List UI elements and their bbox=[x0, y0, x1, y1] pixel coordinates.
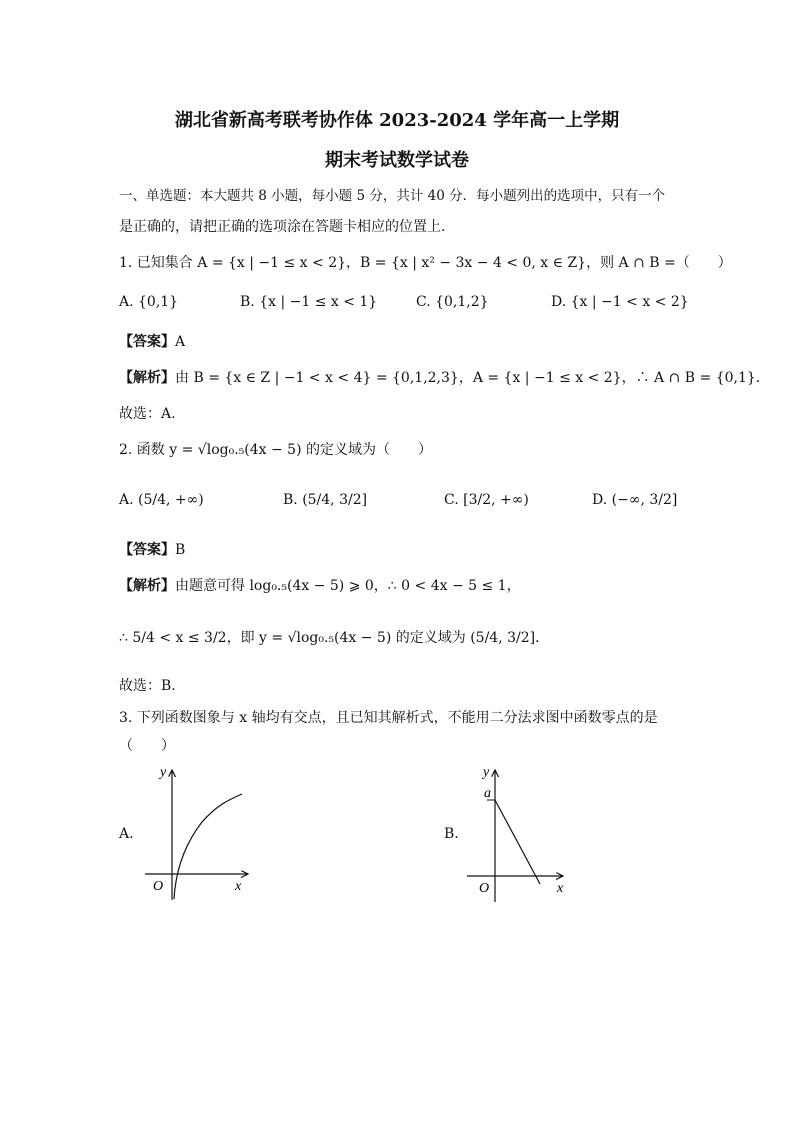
q1-answer-line bbox=[119, 332, 185, 352]
q2-option-d: D. (−∞, 3/2] bbox=[592, 492, 678, 508]
q2-option-c: C. [3/2, +∞) bbox=[444, 492, 529, 508]
graph-a-origin: O bbox=[153, 879, 164, 894]
q1-conclusion: 故选：A. bbox=[119, 406, 176, 422]
q2-analysis-line-2: ∴ 5/4 < x ≤ 3/2，即 y = √log₀.₅(4x − 5) 的定义域为 (5/4, 3/2]． bbox=[119, 630, 550, 646]
q3-graph-a bbox=[140, 760, 270, 905]
q2-answer-tag: 【答案】 bbox=[119, 542, 175, 558]
graph-b-y-label: y bbox=[483, 765, 490, 780]
q2-analysis-1: 由题意可得 log₀.₅(4x − 5) ⩾ 0，∴ 0 < 4x − 5 ≤ 1， bbox=[175, 578, 521, 594]
graph-a-curve bbox=[174, 794, 242, 899]
q1-analysis-line bbox=[119, 368, 770, 388]
section-instruction-2: 是正确的，请把正确的选项涂在答题卡相应的位置上． bbox=[119, 219, 455, 235]
graph-b-x-label: x bbox=[557, 881, 564, 896]
title-line-1: 湖北省新高考联考协作体 2023-2024 学年高一上学期 bbox=[174, 110, 620, 131]
q1-analysis: 由 B = {x ∈ Z | −1 < x < 4} = {0,1,2,3}，A = {x | −1 ≤ x < 2}，∴ A ∩ B = {0,1}． bbox=[175, 370, 770, 386]
q2-answer: B bbox=[175, 542, 186, 558]
q1-stem: 1. 已知集合 A = {x | −1 ≤ x < 2}，B = {x | x² − 3x − 4 < 0, x ∈ Z}，则 A ∩ B =（ ） bbox=[119, 255, 732, 271]
q3-option-b-label: B. bbox=[444, 826, 459, 842]
q2-option-b: B. (5/4, 3/2] bbox=[283, 492, 368, 508]
q3-graph-b bbox=[465, 760, 575, 905]
q3-option-a-label: A. bbox=[119, 826, 134, 842]
q1-answer-tag: 【答案】 bbox=[119, 334, 175, 350]
q2-analysis-tag: 【解析】 bbox=[119, 578, 175, 594]
q2-stem: 2. 函数 y = √log₀.₅(4x − 5) 的定义域为（ ） bbox=[119, 442, 432, 458]
q1-option-c: C. {0,1,2} bbox=[416, 294, 489, 310]
q1-answer: A bbox=[175, 334, 186, 350]
q1-option-b: B. {x | −1 ≤ x < 1} bbox=[240, 294, 378, 310]
q1-option-a: A. {0,1} bbox=[119, 294, 179, 310]
graph-b-line bbox=[495, 800, 540, 884]
graph-a-y-label: y bbox=[160, 765, 167, 780]
section-instruction-1: 一、单选题：本大题共 8 小题，每小题 5 分，共计 40 分．每小题列出的选项中，只有一个 bbox=[119, 188, 666, 204]
graph-b-intercept-label: a bbox=[484, 786, 491, 801]
q3-stem-1: 3. 下列函数图象与 x 轴均有交点，且已知其解析式，不能用二分法求图中函数零点的是 bbox=[119, 710, 658, 726]
graph-b-origin: O bbox=[479, 881, 490, 896]
q2-option-a: A. (5/4, +∞) bbox=[119, 492, 204, 508]
q2-answer-line bbox=[119, 540, 185, 560]
q1-option-d: D. {x | −1 < x < 2} bbox=[551, 294, 689, 310]
q3-stem-2: （ ） bbox=[119, 738, 175, 754]
q2-analysis-line-1 bbox=[119, 576, 521, 596]
graph-a-x-label: x bbox=[235, 879, 242, 894]
q1-analysis-tag: 【解析】 bbox=[119, 370, 175, 386]
q2-conclusion: 故选：B. bbox=[119, 678, 176, 694]
title-line-2: 期末考试数学试卷 bbox=[325, 150, 469, 171]
